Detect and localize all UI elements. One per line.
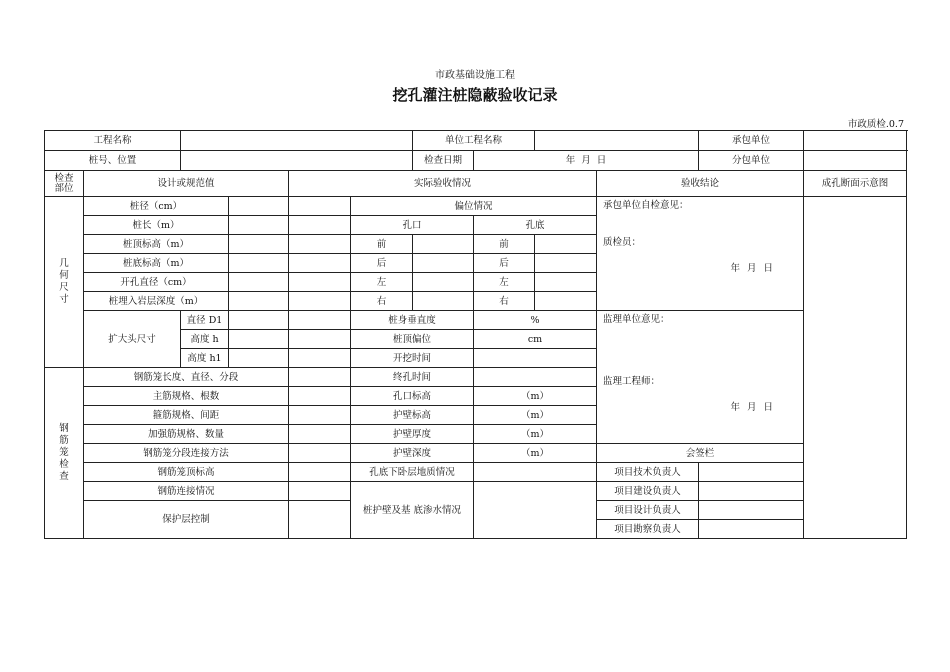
actual-item-unit[interactable]: （m） <box>474 425 597 444</box>
actual-item-label: 桩身垂直度 <box>351 311 474 330</box>
signer-label: 项目设计负责人 <box>597 501 699 520</box>
rebar-group-label: 钢筋笼检查 <box>45 368 84 539</box>
geometry-item: 桩埋入岩层深度（m） <box>84 292 229 311</box>
value-cell[interactable] <box>535 292 597 311</box>
rebar-item: 钢筋笼顶标高 <box>84 463 289 482</box>
value-cell[interactable] <box>289 254 351 273</box>
geometry-item: 桩顶标高（m） <box>84 235 229 254</box>
document-title: 挖孔灌注桩隐蔽验收记录 <box>392 86 558 104</box>
check-date-field[interactable]: 年 月 日 <box>474 151 699 171</box>
value-cell[interactable] <box>289 216 351 235</box>
inspector-label: 质检员： <box>603 237 642 248</box>
actual-item-label: 终孔时间 <box>351 368 474 387</box>
subcontractor-label: 分包单位 <box>699 151 804 171</box>
actual-item-unit[interactable]: （m） <box>474 444 597 463</box>
value-cell[interactable] <box>535 254 597 273</box>
actual-item-unit[interactable]: cm <box>474 330 597 349</box>
value-cell[interactable] <box>229 311 289 330</box>
actual-item-label: 护壁标高 <box>351 406 474 425</box>
value-cell[interactable] <box>413 292 474 311</box>
project-name-label: 工程名称 <box>45 131 181 151</box>
section-diagram-header: 成孔断面示意图 <box>804 171 907 197</box>
supervisor-engineer-label: 监理工程师： <box>603 376 661 387</box>
rebar-item: 主筋规格、根数 <box>84 387 289 406</box>
actual-item-unit[interactable]: （m） <box>474 387 597 406</box>
contractor-opinion-cell[interactable] <box>597 197 804 311</box>
actual-item-unit[interactable]: （m） <box>474 406 597 425</box>
table-row <box>45 311 907 330</box>
header-row-project <box>45 131 907 151</box>
enlarged-item: 直径 D1 <box>181 311 229 330</box>
project-name-field[interactable] <box>181 131 413 151</box>
value-cell[interactable] <box>289 387 351 406</box>
value-cell[interactable] <box>413 254 474 273</box>
value-cell[interactable] <box>535 273 597 292</box>
value-cell[interactable] <box>535 235 597 254</box>
direction-label: 左 <box>474 273 535 292</box>
value-cell[interactable] <box>229 273 289 292</box>
direction-label: 左 <box>351 273 413 292</box>
actual-item-unit[interactable] <box>474 368 597 387</box>
actual-item-label: 桩护壁及基 底渗水情况 <box>351 482 474 539</box>
document-subtitle: 市政基础设施工程 <box>435 70 515 81</box>
unit-project-name-label: 单位工程名称 <box>413 131 535 151</box>
value-cell[interactable] <box>289 444 351 463</box>
value-cell[interactable] <box>289 330 351 349</box>
geometry-item: 桩径（cm） <box>84 197 229 216</box>
value-cell[interactable] <box>289 311 351 330</box>
rebar-item: 钢筋笼分段连接方法 <box>84 444 289 463</box>
value-cell[interactable] <box>289 482 351 501</box>
hole-bottom-header: 孔底 <box>474 216 597 235</box>
signer-field[interactable] <box>699 482 804 501</box>
direction-label: 右 <box>474 292 535 311</box>
direction-label: 前 <box>351 235 413 254</box>
subcontractor-field[interactable] <box>804 151 907 171</box>
value-cell[interactable] <box>229 235 289 254</box>
value-cell[interactable] <box>474 482 597 539</box>
actual-item-label: 孔口标高 <box>351 387 474 406</box>
signer-field[interactable] <box>699 501 804 520</box>
value-cell[interactable] <box>229 197 289 216</box>
supervisor-opinion-label: 监理单位意见： <box>603 314 670 325</box>
rebar-item: 保护层控制 <box>84 501 289 539</box>
table-row <box>45 482 907 501</box>
check-part-header: 检查部位 <box>45 171 84 197</box>
actual-item-unit[interactable]: % <box>474 311 597 330</box>
value-cell[interactable] <box>229 330 289 349</box>
value-cell[interactable] <box>413 235 474 254</box>
direction-label: 前 <box>474 235 535 254</box>
value-cell[interactable] <box>289 463 351 482</box>
direction-label: 后 <box>474 254 535 273</box>
design-value-header: 设计或规范值 <box>84 171 289 197</box>
unit-project-name-field[interactable] <box>535 131 699 151</box>
column-header-row <box>45 171 907 197</box>
actual-item-label: 护壁厚度 <box>351 425 474 444</box>
rebar-item: 钢筋连接情况 <box>84 482 289 501</box>
enlarged-item: 高度 h1 <box>181 349 229 368</box>
value-cell[interactable] <box>289 368 351 387</box>
value-cell[interactable] <box>413 273 474 292</box>
direction-label: 右 <box>351 292 413 311</box>
geometry-group-label: 几何尺寸 <box>45 197 84 368</box>
conclusion-header: 验收结论 <box>597 171 804 197</box>
table-row <box>45 197 907 216</box>
check-date-label: 检查日期 <box>413 151 474 171</box>
document-number: 市政质检.0.7 <box>847 119 904 130</box>
rebar-item: 箍筋规格、间距 <box>84 406 289 425</box>
signer-field[interactable] <box>699 520 804 539</box>
geometry-item: 桩长（m） <box>84 216 229 235</box>
contractor-label: 承包单位 <box>699 131 804 151</box>
value-cell[interactable] <box>289 425 351 444</box>
contractor-date: 年 月 日 <box>730 263 774 274</box>
signer-field[interactable] <box>699 463 804 482</box>
contractor-opinion-label: 承包单位自检意见： <box>603 200 689 211</box>
hole-top-header: 孔口 <box>351 216 474 235</box>
enlarged-head-label: 扩大头尺寸 <box>84 311 181 368</box>
actual-header: 实际验收情况 <box>289 171 597 197</box>
supervisor-date: 年 月 日 <box>730 402 774 413</box>
rebar-item: 加强筋规格、数量 <box>84 425 289 444</box>
value-cell[interactable] <box>229 349 289 368</box>
value-cell[interactable] <box>289 406 351 425</box>
signer-label: 项目技术负责人 <box>597 463 699 482</box>
supervisor-opinion-cell[interactable] <box>597 311 804 444</box>
geometry-item: 开孔直径（cm） <box>84 273 229 292</box>
actual-item-unit[interactable] <box>474 349 597 368</box>
actual-item-label: 桩顶偏位 <box>351 330 474 349</box>
value-cell[interactable] <box>229 292 289 311</box>
section-diagram-area[interactable] <box>804 197 907 539</box>
pile-position-label: 桩号、位置 <box>45 151 181 171</box>
header-row-pile <box>45 151 907 171</box>
actual-item-label: 开挖时间 <box>351 349 474 368</box>
value-cell[interactable] <box>289 349 351 368</box>
contractor-field[interactable] <box>804 131 907 151</box>
actual-item-label: 孔底下卧层地质情况 <box>351 463 474 482</box>
value-cell[interactable] <box>289 501 351 539</box>
value-cell[interactable] <box>229 254 289 273</box>
value-cell[interactable] <box>289 292 351 311</box>
value-cell[interactable] <box>289 273 351 292</box>
actual-item-label: 护壁深度 <box>351 444 474 463</box>
signer-label: 项目建设负责人 <box>597 482 699 501</box>
value-cell[interactable] <box>289 197 351 216</box>
rebar-item: 钢筋笼长度、直径、分段 <box>84 368 289 387</box>
deviation-title: 偏位情况 <box>351 197 597 216</box>
inspection-record-table <box>44 130 907 539</box>
geometry-item: 桩底标高（m） <box>84 254 229 273</box>
enlarged-item: 高度 h <box>181 330 229 349</box>
value-cell[interactable] <box>289 235 351 254</box>
direction-label: 后 <box>351 254 413 273</box>
countersign-header: 会签栏 <box>597 444 804 463</box>
table-row <box>45 463 907 482</box>
table-row <box>45 444 907 463</box>
pile-position-field[interactable] <box>181 151 413 171</box>
signer-label: 项目勘察负责人 <box>597 520 699 539</box>
value-cell[interactable] <box>474 463 597 482</box>
value-cell[interactable] <box>229 216 289 235</box>
